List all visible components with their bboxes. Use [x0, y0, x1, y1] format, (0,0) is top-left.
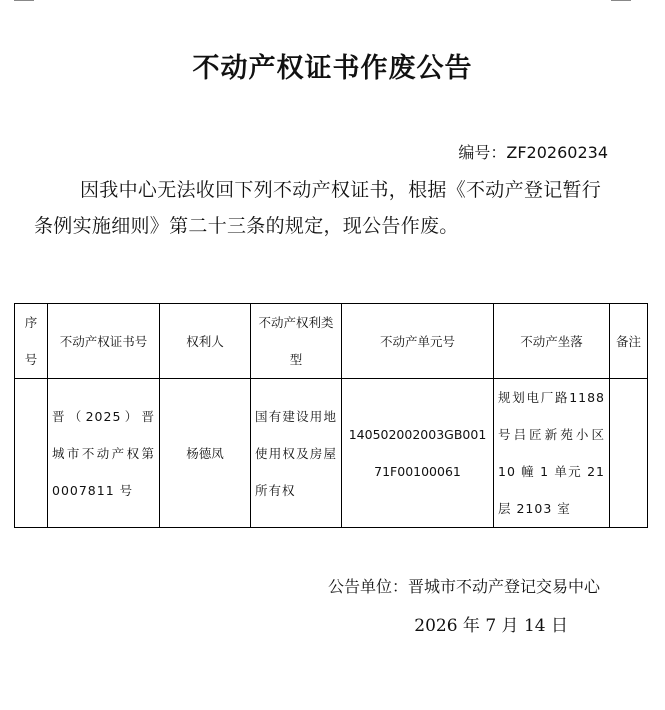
header-remark: 备注	[610, 304, 648, 379]
page-corner-mark-left	[14, 0, 34, 1]
cell-remark	[610, 379, 648, 528]
document-title: 不动产权证书作废公告	[192, 53, 473, 84]
certificate-table	[14, 303, 648, 528]
document-number	[458, 140, 608, 163]
document-number-value: ZF20260234	[506, 143, 608, 162]
table-header-row	[15, 304, 648, 379]
notice-body: 因我中心无法收回下列不动产权证书，根据《不动产登记暂行条例实施细则》第二十三条的规定，现公告作废。	[34, 179, 602, 237]
cell-location: 规划电厂路1188号吕匠新苑小区10 幢 1 单元 21层 2103 室	[494, 379, 610, 528]
cell-unit-no: 140502002003GB00171F00100061	[342, 379, 494, 528]
header-seq: 序号	[15, 304, 48, 379]
cell-cert-no: 晋（2025）晋城市不动产权第0007811 号	[48, 379, 160, 528]
header-right-type: 不动产权利类型	[251, 304, 342, 379]
document-number-label: 编号：	[458, 143, 507, 162]
header-location: 不动产坐落	[494, 304, 610, 379]
header-owner: 权利人	[160, 304, 251, 379]
page-corner-mark-right	[611, 0, 631, 1]
header-cert-no: 不动产权证书号	[48, 304, 160, 379]
header-unit-no: 不动产单元号	[342, 304, 494, 379]
cell-seq	[15, 379, 48, 528]
table-row	[15, 379, 648, 528]
cell-right-type: 国有建设用地使用权及房屋所有权	[251, 379, 342, 528]
issuing-unit: 公告单位：晋城市不动产登记交易中心	[327, 577, 600, 596]
cell-owner: 杨德凤	[160, 379, 251, 528]
issue-date: 2026 年 7 月 14 日	[414, 616, 568, 636]
